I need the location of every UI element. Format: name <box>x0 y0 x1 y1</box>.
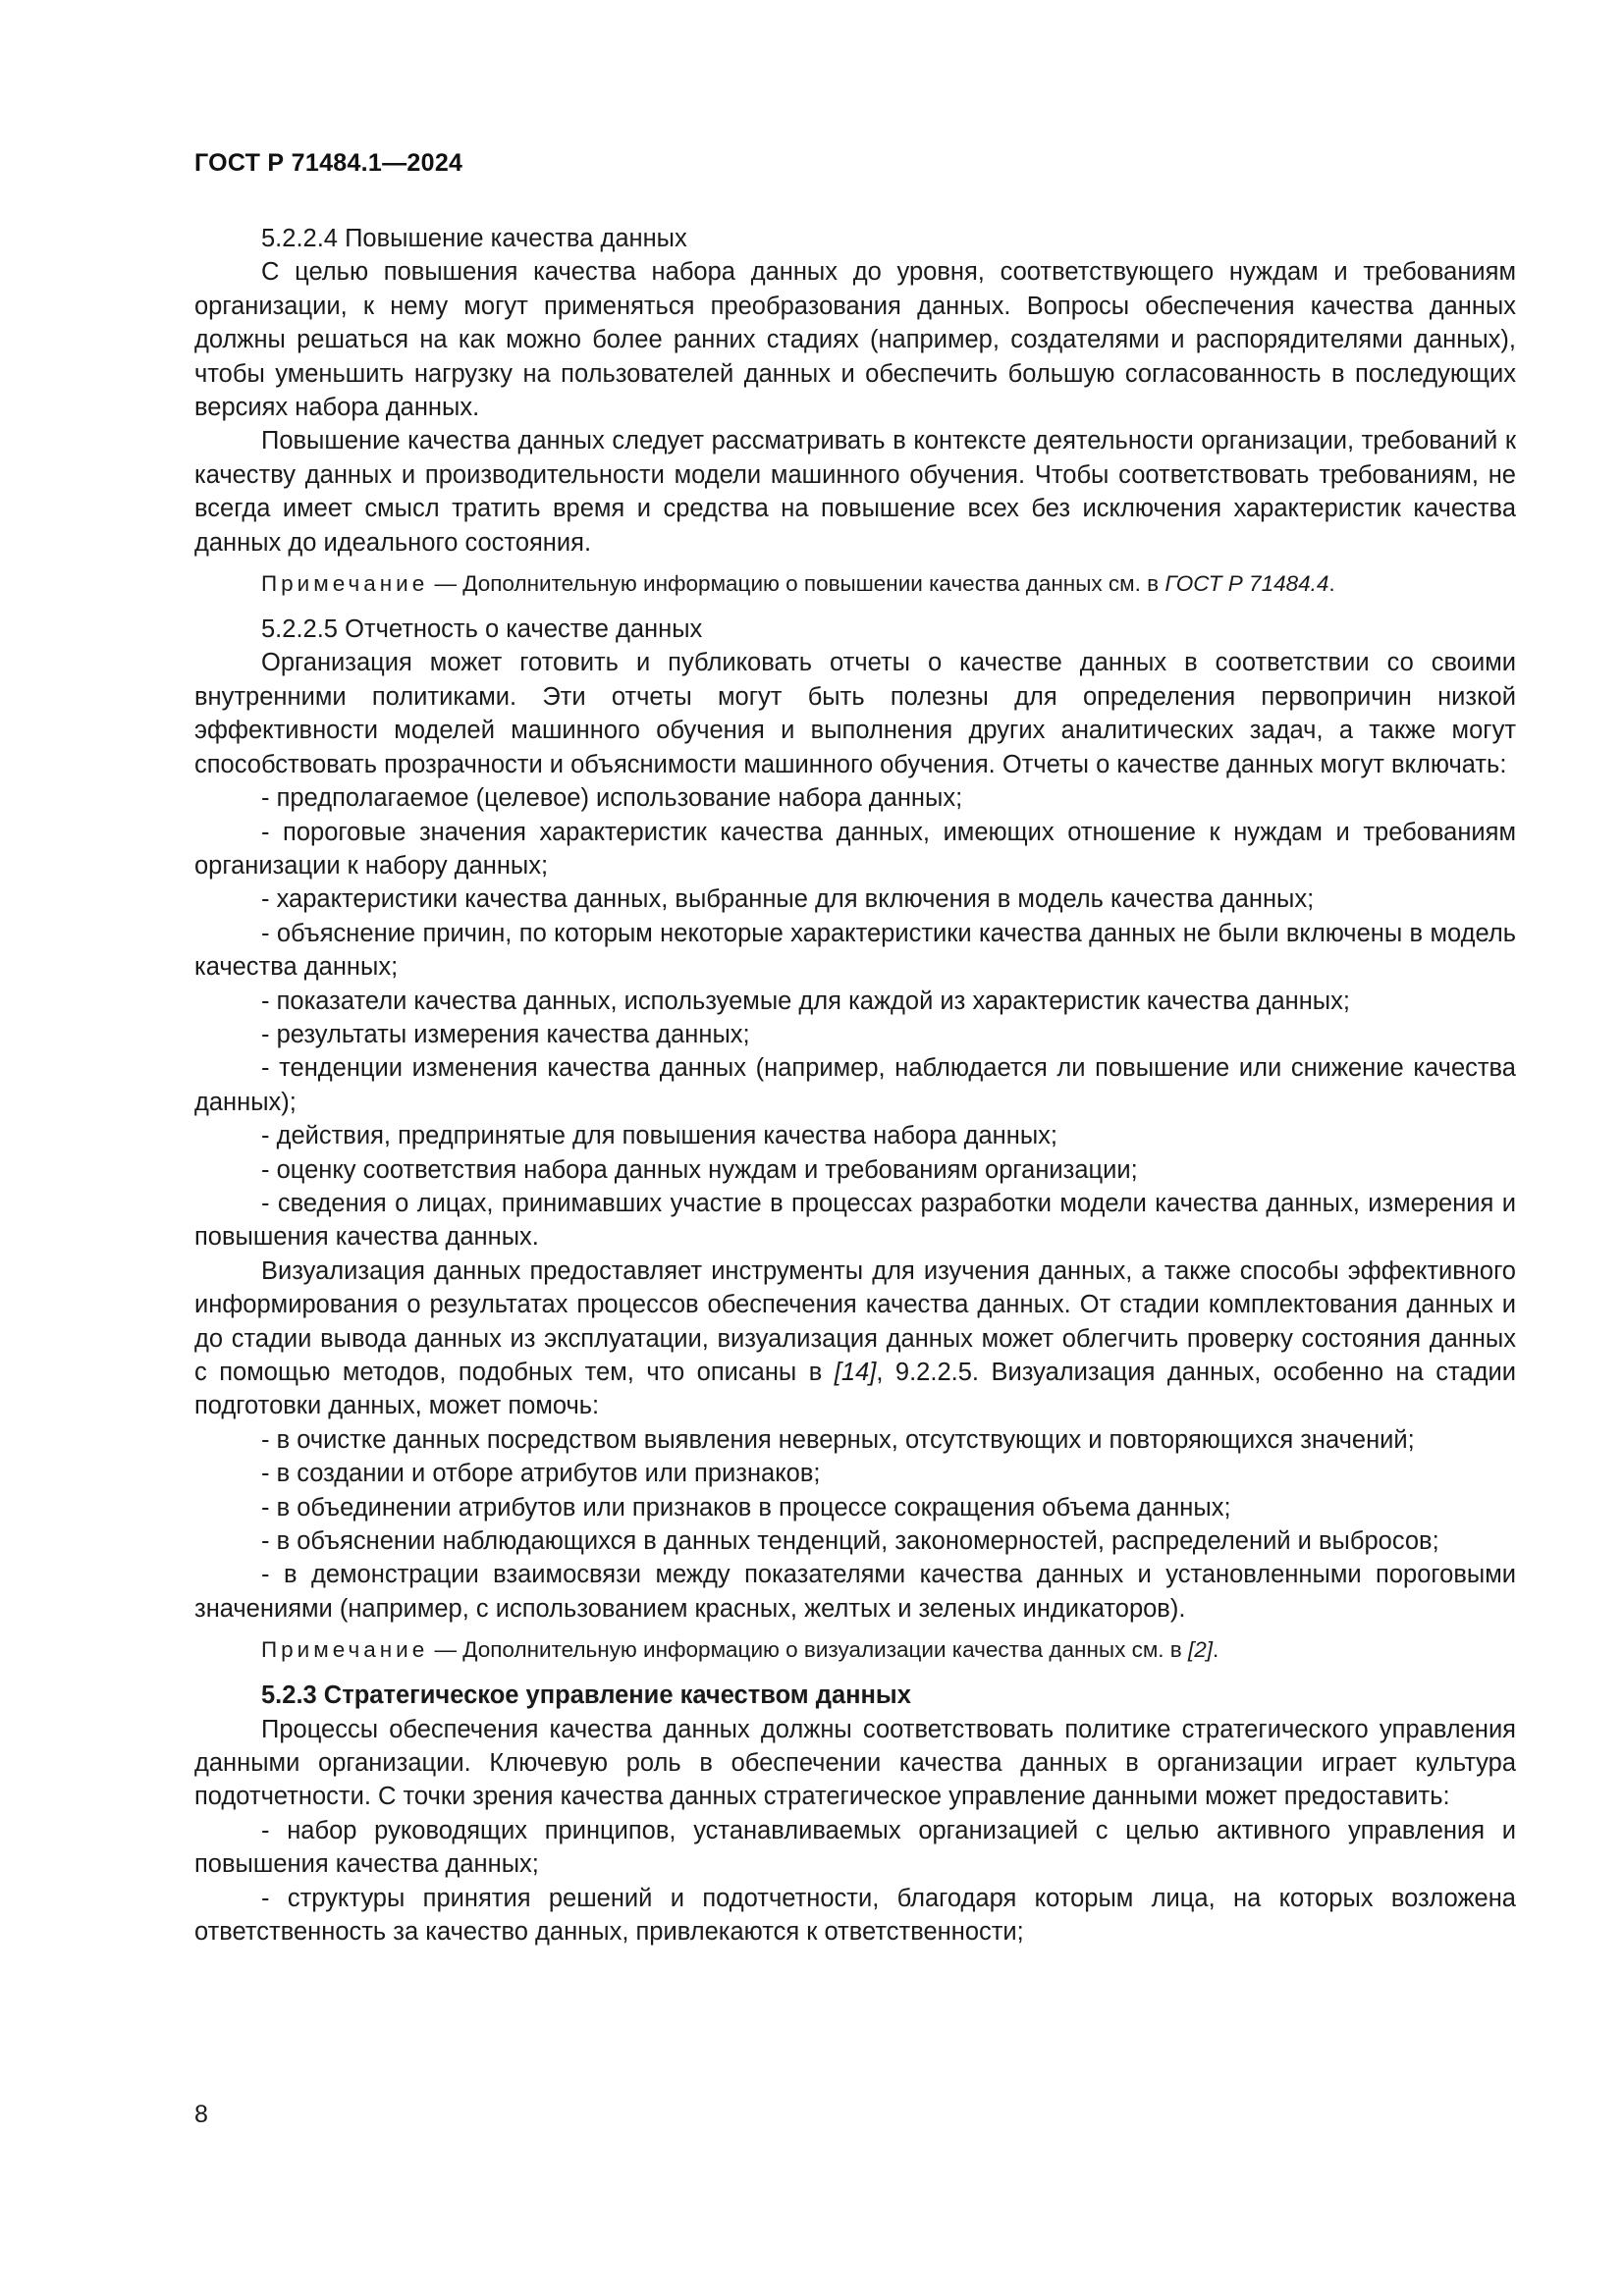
page-number: 8 <box>194 2101 208 2128</box>
paragraph: С целью повышения качества набора данных до уровня, соответствующего нуждам и требованиям организации, к нему могут применяться преобразования данных. Вопросы обеспечения качества данных должны решаться на как можно более ранних стадиях (например, создателями и распорядителями данных), чтобы уменьшить нагрузку на пользователей данных и обеспечить большую согласованность в последующих версиях набора данных. <box>194 258 1516 422</box>
list-item: - предполагаемое (целевое) использование набора данных; <box>261 784 963 813</box>
note-text: — Дополнительную информацию о повышении качества данных см. в <box>428 571 1165 597</box>
page-content <box>194 222 1516 1949</box>
paragraph-text: , 9.2.2.5. Визуализация данных, особенно на стадии подготовки данных, может помочь: <box>194 1359 1516 1420</box>
reference-link: [14] <box>834 1359 877 1386</box>
paragraph: Процессы обеспечения качества данных должны соответствовать политике стратегического управления данными организации. Ключевую роль в обеспечении качества данных в организации играет культура подотчетности. С точки зрения качества данных стратегическое управление данными может предоставить: <box>194 1715 1516 1811</box>
list-item: - пороговые значения характеристик качества данных, имеющих отношение к нуждам и требованиям организации к набору данных; <box>194 818 1516 880</box>
list-item: - структуры принятия решений и подотчетности, благодаря которым лица, на которых возложена ответственность за качество данных, привлекаются к ответственности; <box>194 1884 1516 1947</box>
note-label: Примечание <box>261 1637 429 1663</box>
list-item: - в объяснении наблюдающихся в данных тенденций, закономерностей, распределений и выбросов; <box>261 1527 1439 1556</box>
note <box>194 569 1516 599</box>
section-title-5-2-2-5: 5.2.2.5 Отчетность о качестве данных <box>261 615 703 644</box>
section-title-5-2-2-4: 5.2.2.4 Повышение качества данных <box>261 225 687 252</box>
paragraph: Организация может готовить и публиковать отчеты о качестве данных в соответствии со своими внутренними политиками. Эти отчеты могут быть полезны для определения первопричин низкой эффективности моделей машинного обучения и выполнения других аналитических задач, а также могут способствовать прозрачности и объяснимости машинного обучения. Отчеты о качестве данных могут включать: <box>194 649 1516 778</box>
list-item: - тенденции изменения качества данных (например, наблюдается ли повышение или снижение качества данных); <box>194 1054 1516 1116</box>
note <box>194 1635 1516 1665</box>
list-item: - в объединении атрибутов или признаков в процессе сокращения объема данных; <box>261 1493 1231 1522</box>
paragraph-text: Визуализация данных предоставляет инструменты для изучения данных, а также способы эффективного информирования о результатах процессов обеспечения качества данных. От стадии комплектования данных и до стадии вывода данных из эксплуатации, визуализация данных может облегчить проверку состояния данных с помощью методов, подобных тем, что описаны в <box>194 1256 1516 1386</box>
list-item: - в создании и отборе атрибутов или признаков; <box>261 1460 821 1488</box>
list-item: - показатели качества данных, используемые для каждой из характеристик качества данных; <box>261 987 1350 1015</box>
list-item: - набор руководящих принципов, устанавливаемых организацией с целью активного управления и повышения качества данных; <box>194 1816 1516 1879</box>
note-text: — Дополнительную информацию о визуализации качества данных см. в <box>428 1637 1189 1663</box>
note-reference: [2] <box>1188 1637 1214 1663</box>
note-reference: ГОСТ Р 71484.4 <box>1164 571 1329 597</box>
section-title-5-2-3: 5.2.3 Стратегическое управление качеством данных <box>261 1682 911 1710</box>
list-item: - сведения о лицах, принимавших участие в процессах разработки модели качества данных, измерения и повышения качества данных. <box>194 1189 1516 1252</box>
document-header: ГОСТ Р 71484.1—2024 <box>194 149 463 177</box>
note-end: . <box>1328 571 1335 597</box>
list-item: - результаты измерения качества данных; <box>261 1020 750 1048</box>
list-item: - объяснение причин, по которым некоторые характеристики качества данных не были включены в модель качества данных; <box>194 919 1516 982</box>
list-item: - в очистке данных посредством выявления неверных, отсутствующих и повторяющихся значений; <box>261 1425 1415 1454</box>
list-item: - действия, предпринятые для повышения качества набора данных; <box>261 1122 1057 1150</box>
list-item: - характеристики качества данных, выбранные для включения в модель качества данных; <box>261 885 1315 914</box>
list-item: - в демонстрации взаимосвязи между показателями качества данных и установленными пороговыми значениями (например, с использованием красных, желтых и зеленых индикаторов). <box>194 1561 1516 1623</box>
paragraph <box>194 1255 1516 1423</box>
list-item: - оценку соответствия набора данных нуждам и требованиям организации; <box>261 1155 1138 1184</box>
note-label: Примечание <box>261 571 429 597</box>
note-end: . <box>1213 1637 1219 1663</box>
paragraph: Повышение качества данных следует рассматривать в контексте деятельности организации, требований к качеству данных и производительности модели машинного обучения. Чтобы соответствовать требованиям, не всегда имеет смысл тратить время и средства на повышение всех без исключения характеристик качества данных до идеального состояния. <box>194 427 1516 557</box>
